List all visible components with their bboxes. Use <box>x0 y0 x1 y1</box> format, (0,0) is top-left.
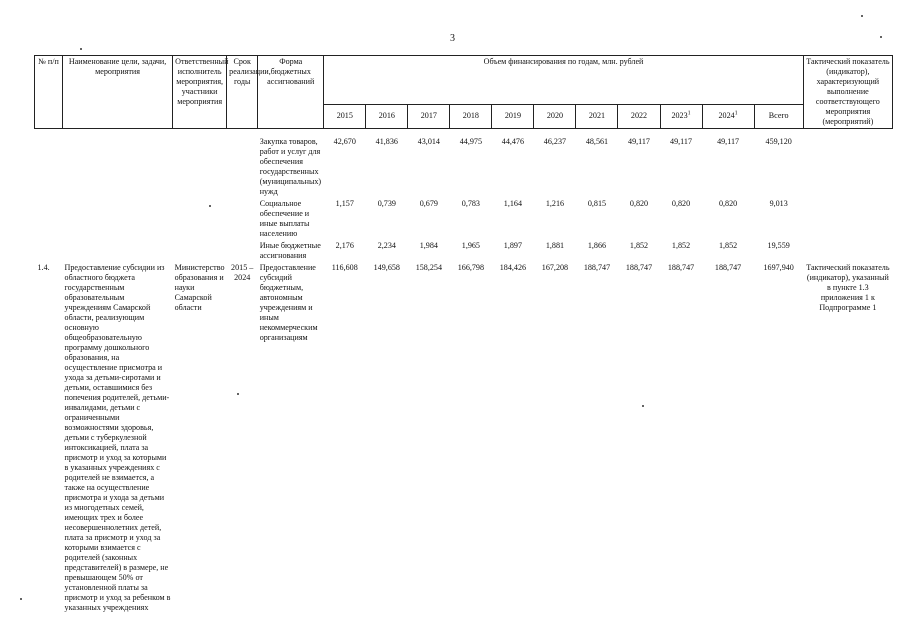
scan-speck <box>80 48 82 50</box>
total-header: Всего <box>754 104 803 128</box>
header-funding: Объем финансирования по годам, млн. рублей <box>324 56 803 105</box>
year-header: 2021 <box>576 104 618 128</box>
scan-speck <box>861 15 863 17</box>
header-form: Форма бюджетных ассигнований <box>258 56 324 129</box>
total-cell: 19,559 <box>767 241 790 250</box>
row-executor: Министерство образования и науки Самарской области <box>174 263 225 312</box>
row-form: Предоставление субсидий бюджетным, автономным учреждениям и иным некоммерческим организациям <box>259 263 318 342</box>
row-number <box>35 197 63 239</box>
year-header: 2018 <box>450 104 492 128</box>
value-cell: 184,426 <box>499 263 527 272</box>
row-form: Иные бюджетные ассигнования <box>259 241 321 260</box>
value-cell: 167,208 <box>541 263 569 272</box>
footnote-mark: 1 <box>734 110 738 117</box>
value-cell: 188,747 <box>625 263 653 272</box>
value-cell: 1,881 <box>545 241 565 250</box>
year-label: 2024 <box>718 111 735 121</box>
value-cell: 43,014 <box>417 137 440 146</box>
table-row <box>35 197 893 239</box>
header-executor: Ответственный исполнитель мероприятия, участники мероприятия <box>173 56 227 129</box>
row-indicator <box>803 129 892 198</box>
total-cell: 9,013 <box>769 199 788 208</box>
value-cell: 1,157 <box>335 199 354 208</box>
row-indicator: Тактический показатель (индикатор), указанный в пункте 1.3 приложения 1 к Подпрограмме 1 <box>806 263 890 312</box>
header-number: № п/п <box>35 56 63 129</box>
value-cell: 1,984 <box>419 241 438 250</box>
scan-speck <box>880 36 882 38</box>
value-cell: 0,679 <box>419 199 438 208</box>
year-header: 2019 <box>492 104 534 128</box>
year-header: 2022 <box>618 104 660 128</box>
row-indicator <box>803 197 892 239</box>
row-term: 2015 – 2024 <box>231 263 254 282</box>
year-header-2023 <box>660 104 702 128</box>
row-number <box>35 239 63 261</box>
value-cell: 48,561 <box>585 137 609 146</box>
value-cell: 46,237 <box>543 137 567 146</box>
value-cell: 1,164 <box>503 199 523 208</box>
value-cell: 1,965 <box>461 241 480 250</box>
value-cell: 1,852 <box>671 241 691 250</box>
year-header: 2015 <box>324 104 366 128</box>
year-label: 2023 <box>671 111 688 121</box>
value-cell: 42,670 <box>333 137 356 146</box>
value-cell: 0,820 <box>671 199 691 208</box>
value-cell: 49,117 <box>628 137 650 146</box>
row-executor <box>173 239 227 261</box>
value-cell: 1,866 <box>587 241 607 250</box>
table-row <box>35 261 893 613</box>
value-cell: 0,783 <box>461 199 480 208</box>
value-cell: 49,117 <box>717 137 740 146</box>
value-cell: 166,798 <box>457 263 485 272</box>
table-row <box>35 239 893 261</box>
scan-speck <box>20 598 22 600</box>
value-cell: 158,254 <box>415 263 442 272</box>
row-form: Социальное обеспечение и иные выплаты населению <box>259 199 310 238</box>
value-cell: 1,897 <box>503 241 523 250</box>
year-header: 2017 <box>408 104 450 128</box>
value-cell: 149,658 <box>373 263 400 272</box>
row-name <box>63 197 173 239</box>
row-number <box>35 129 63 198</box>
row-executor <box>173 197 227 239</box>
value-cell: 2,234 <box>377 241 396 250</box>
value-cell: 0,820 <box>718 199 738 208</box>
row-executor <box>173 129 227 198</box>
value-cell: 1,852 <box>629 241 649 250</box>
row-number: 1.4. <box>37 263 50 272</box>
value-cell: 2,176 <box>335 241 354 250</box>
header-name: Наименование цели, задачи, мероприятия <box>63 56 173 129</box>
value-cell: 0,820 <box>629 199 649 208</box>
value-cell: 188,747 <box>667 263 695 272</box>
value-cell: 0,815 <box>587 199 607 208</box>
value-cell: 0,739 <box>377 199 396 208</box>
total-cell: 459,120 <box>765 137 792 146</box>
row-term <box>227 129 258 198</box>
value-cell: 49,117 <box>670 137 693 146</box>
row-indicator <box>803 239 892 261</box>
header-term: Срок реализации, годы <box>227 56 258 129</box>
footnote-mark: 1 <box>687 110 691 117</box>
value-cell: 188,747 <box>714 263 742 272</box>
value-cell: 116,608 <box>331 263 358 272</box>
page-number: 3 <box>450 33 455 44</box>
table-header-row <box>35 56 893 105</box>
row-form: Закупка товаров, работ и услуг для обеспечения государственных (муниципальных) нужд <box>259 137 322 196</box>
year-header: 2020 <box>534 104 576 128</box>
value-cell: 41,836 <box>375 137 398 146</box>
funding-table <box>34 55 893 613</box>
value-cell: 1,852 <box>718 241 738 250</box>
row-name <box>63 129 173 198</box>
table-row <box>35 129 893 198</box>
row-term <box>227 239 258 261</box>
row-name <box>63 239 173 261</box>
value-cell: 44,975 <box>459 137 482 146</box>
year-header: 2016 <box>366 104 408 128</box>
year-header-2024 <box>702 104 754 128</box>
row-name: Предоставление субсидии из областного бюджета государственным образовательным учреждениям Самарской области, реализующим основную общеобразовательную программу дошкольного образования, на осуществление присмотра и ухода за детьми-сиротами и детьми, оставшимися без попечения родителей, детьми-инвалидами, детьми с ограниченными возможностями здоровья, детьми с туберкулезной интоксикацией, плата за присмотр и уход за которыми в указанных учреждениях с родителей не взимается, а также на осуществление присмотра и ухода за детьми из многодетных семей, имеющих трех и более несовершеннолетних детей, плата за присмотр и уход за которыми взимается с родителей (законных представителей) в размере, не превышающем 50% от установленной платы за присмотр и уход за ребенком в указанных учреждениях <box>64 263 171 612</box>
total-cell: 1697,940 <box>763 263 794 272</box>
value-cell: 44,476 <box>501 137 525 146</box>
row-term <box>227 197 258 239</box>
value-cell: 188,747 <box>583 263 611 272</box>
value-cell: 1,216 <box>545 199 565 208</box>
header-indicator: Тактический показатель (индикатор), характеризующий выполнение соответствующего мероприятия (мероприятий) <box>803 56 892 129</box>
